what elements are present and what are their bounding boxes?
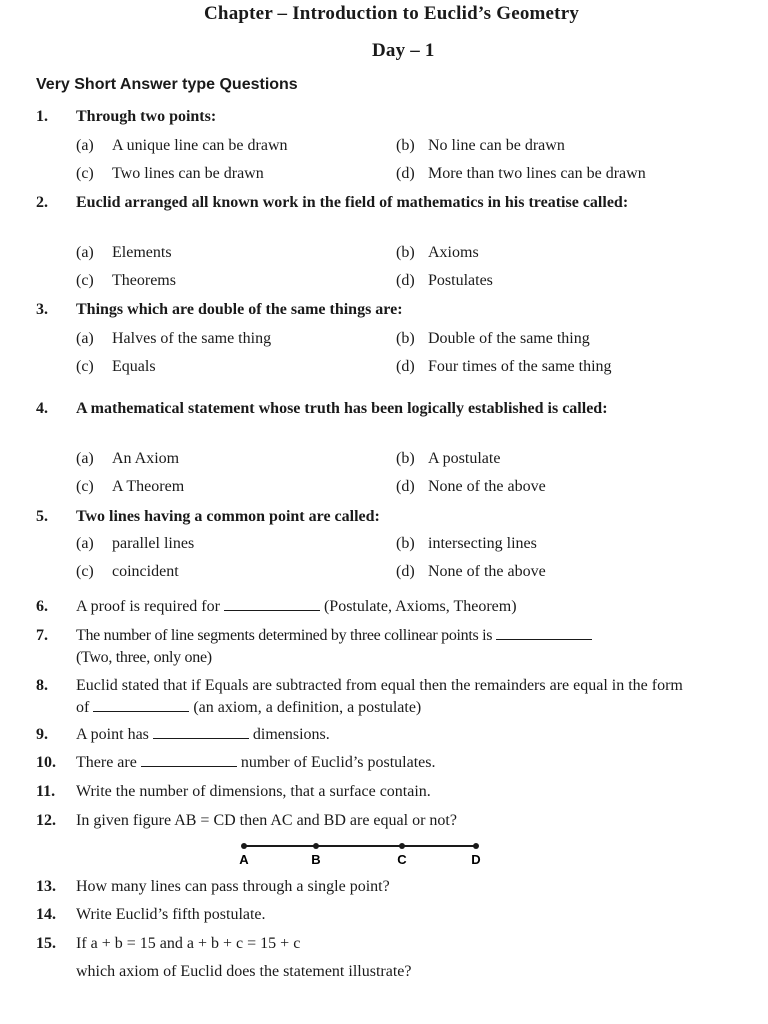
option-a: (a) Halves of the same thing [76,330,272,347]
question-text-line2: which axiom of Euclid does the statement illustrate? [76,963,412,980]
question-text: In given figure AB = CD then AC and BD are equal or not? [76,812,457,829]
question-number: 10. [36,754,56,771]
question-text: The number of line segments determined by three collinear points is [76,627,493,644]
question-text: A proof is required for [76,598,220,615]
answer-blank[interactable] [141,752,237,767]
question-choices: (an axiom, a definition, a postulate) [193,699,422,716]
point-label: A [239,852,249,867]
answer-blank[interactable] [153,724,249,739]
question-number: 5. [36,508,48,525]
question-text: Write the number of dimensions, that a surface contain. [76,783,431,800]
question-text: Things which are double of the same things are: [76,301,403,318]
option-b: (b) intersecting lines [396,535,537,552]
question-9 [36,724,696,746]
question-number: 6. [36,598,48,615]
day-label: Day – 1 [372,40,435,61]
question-number: 1. [36,108,48,125]
question-text: If a + b = 15 and a + b + c = 15 + c [76,935,301,952]
option-b: (b) Axioms [396,244,479,261]
question-number: 12. [36,812,56,829]
question-12 [36,810,696,832]
question-number: 4. [36,400,48,417]
option-b: (b) A postulate [396,450,501,467]
question-number: 7. [36,627,48,644]
question-text: Two lines having a common point are called: [76,508,380,525]
question-text: A mathematical statement whose truth has been logically established is called: [76,400,608,417]
question-1 [36,106,696,128]
question-text: There are [76,754,137,771]
option-a: (a) Elements [76,244,172,261]
option-c: (c) Equals [76,358,156,375]
question-2 [36,192,696,214]
option-a: (a) parallel lines [76,535,195,552]
question-15 [36,933,696,983]
option-c: (c) Two lines can be drawn [76,165,264,182]
question-number: 13. [36,878,56,895]
section-title: Very Short Answer type Questions [36,76,298,93]
line-segment-figure [230,838,490,870]
question-number: 3. [36,301,48,318]
option-c: (c) coincident [76,563,179,580]
question-text: Euclid stated that if Equals are subtracted from equal then the remainders are equal in the form of [76,677,683,716]
question-text: Write Euclid’s fifth postulate. [76,906,266,923]
question-number: 14. [36,906,56,923]
question-text: Euclid arranged all known work in the field of mathematics in his treatise called: [76,194,629,211]
point-marker [399,843,405,849]
option-b: (b) Double of the same thing [396,330,590,347]
answer-blank[interactable] [496,625,592,640]
question-13 [36,876,696,898]
point-label: B [311,852,321,867]
question-text: How many lines can pass through a single point? [76,878,390,895]
question-choices: (Two, three, only one) [76,649,212,666]
option-d: (d) Postulates [396,272,493,289]
point-marker [473,843,479,849]
option-a: (a) A unique line can be drawn [76,137,288,154]
question-text: Through two points: [76,108,217,125]
question-11 [36,781,696,803]
question-text: A point has [76,726,149,743]
chapter-title: Chapter – Introduction to Euclid’s Geometry [204,3,580,24]
question-8 [36,675,696,719]
question-number: 2. [36,194,48,211]
question-10 [36,752,696,774]
point-label: C [397,852,407,867]
option-d: (d) More than two lines can be drawn [396,165,646,182]
question-6 [36,596,696,618]
option-d: (d) None of the above [396,563,546,580]
question-tail: number of Euclid’s postulates. [240,754,436,771]
point-marker [313,843,319,849]
question-choices: (Postulate, Axioms, Theorem) [323,598,517,615]
option-c: (c) A Theorem [76,478,185,495]
answer-blank[interactable] [224,596,320,611]
question-4 [36,398,696,420]
question-14 [36,904,696,926]
option-d: (d) Four times of the same thing [396,358,612,375]
question-3 [36,299,696,321]
question-number: 11. [36,783,56,800]
question-tail: dimensions. [252,726,330,743]
question-7 [36,625,696,669]
question-number: 8. [36,677,48,694]
option-d: (d) None of the above [396,478,546,495]
question-number: 15. [36,935,56,952]
option-c: (c) Theorems [76,272,176,289]
question-5 [36,506,696,528]
option-b: (b) No line can be drawn [396,137,565,154]
point-label: D [471,852,481,867]
option-a: (a) An Axiom [76,450,180,467]
answer-blank[interactable] [93,697,189,712]
point-marker [241,843,247,849]
question-number: 9. [36,726,48,743]
